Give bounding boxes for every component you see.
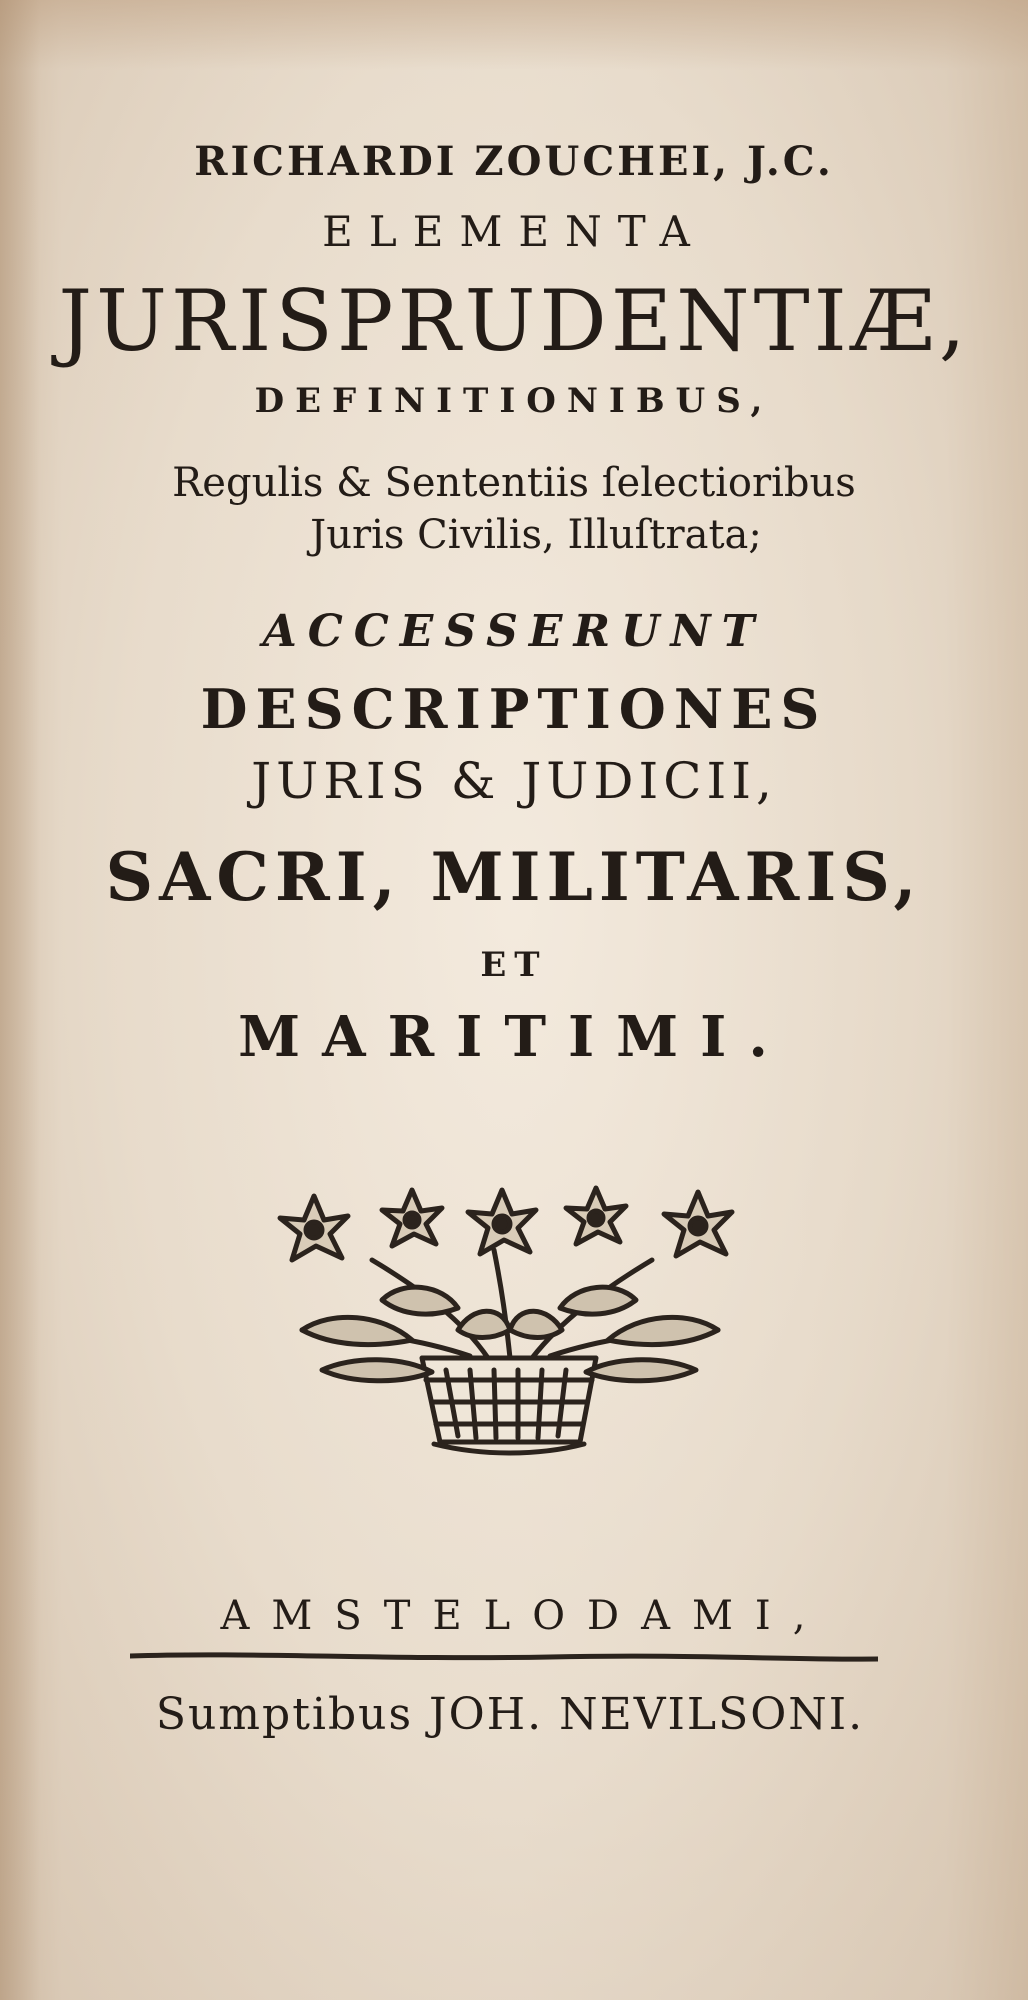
sacri-militaris-line: SACRI, MILITARIS,	[105, 838, 923, 916]
juris-judicii-line: JURIS & JUDICII,	[251, 752, 777, 810]
regulis-line: Regulis & Sententiis ſelectioribus	[172, 460, 856, 506]
imprint-city: AMSTELODAMI,	[220, 1593, 828, 1639]
definitionibus-line: DEFINITIONIBUS,	[254, 381, 774, 421]
flower-basket-woodcut-icon	[262, 1180, 756, 1460]
imprint-publisher: Sumptibus JOH. NEVILSONI.	[155, 1689, 865, 1740]
author-line: RICHARDI ZOUCHEI, J.C.	[194, 138, 834, 185]
jurisprudentiae-heading: JURISPRUDENTIÆ,	[58, 272, 970, 370]
imprint-rule	[130, 1650, 878, 1664]
et-line: ET	[480, 945, 548, 985]
maritimi-line: MARITIMI.	[238, 1004, 790, 1070]
accesserunt-line: ACCESSERUNT	[262, 606, 766, 657]
descriptiones-line: DESCRIPTIONES	[200, 677, 828, 741]
elementa-line: ELEMENTA	[322, 207, 706, 256]
juris-civilis-line: Juris Civilis, Illuſtrata;	[310, 512, 762, 558]
